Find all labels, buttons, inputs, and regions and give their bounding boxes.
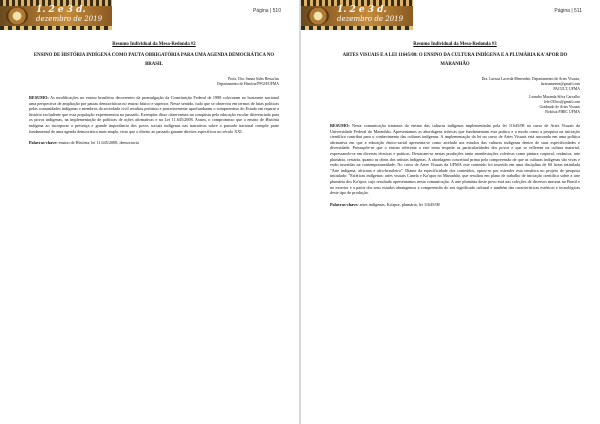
abstract-text: Nesta comunicação tratamos do ensino das culturas indígenas implementadas pela lei 11645/08 no curso de Artes Visuais da Universidade Federal do Maranhão. Apresentamos as abordagens teóricas que fundamentam esta prática e o modo como a pesquisa na iniciação científica contribui para o conhecimento das culturas indígenas. A implementação da lei no curso de Artes Visuais está ancorada em uma política afirmativa em que a educação étnico-racial apresenta-se como atrelada aos estudos das culturas indígenas dentro de suas especificidades e diversidade. Pressupõe-se que o ensino referente a este tema respeite as particularidades dos povos e que se reflerem na cultura material, expressando-se em diversas técnicas e práticas. Destacam-se nestas produções tanto manifestações coletivas como pintura corporal, cerâmica, arte plumária, cestaria, quanto as obras dos artistas indígenas. A abordagem conceitual prima pela compreensão de que as culturas indígenas são vivas e estão inseridas na contemporaneidade. No curso de Artes Visuais da UFMA este conteúdo foi inserido em uma disciplina de 60 horas intitulada "Arte indígena, africana e afro-brasileira". Diante da especificidade dos conteúdos, optou-se por estender esta temática no projeto de pesquisa intitulado: "Estéticas indígenas: artes visuais Canela e Ka'apor no Maranhão, que resultou em plano de trabalho de iniciação científica sobre a arte plumária dos Ka'apor, cujo resultado apresentamos nesta comunicação. A arte plumária deste povo está nas coleções de diversos museus no Brasil e no exterior e a partir dos seus estudos abrangemos a compreensão do seu significado cultural e também das características estéticas e tecnológicas deste tipo de produção.: [330, 123, 581, 196]
author-affiliation: PACULT, UFMA: [553, 87, 580, 91]
author-name: Profa. Dra. Sanna Sales Bessa/ias: [227, 77, 279, 81]
banner-pattern-bottom: [301, 26, 413, 30]
abstract-label: RESUMO:: [330, 123, 350, 128]
coauthor-degree: Graduado de Artes Visuais: [539, 105, 580, 109]
keywords-text: ensino de História, lei 11.645/2008, democracia: [58, 140, 139, 146]
right-page: [301, 0, 600, 424]
banner-dates: [337, 6, 407, 24]
abstract-subtitle: ENSINO DE HISTÓRIA INDÍGENA COMO PAUTA OBRIGATÓRIA PARA UMA AGENDA DEMOCRÁTICA NO BRASIL: [33, 53, 275, 67]
coauthor-affiliation: Bolsista PIBIC UFMA: [545, 110, 580, 114]
banner-artwork: [0, 0, 112, 30]
keywords-paragraph: [29, 140, 279, 146]
keywords-label: Palavras-chave:: [330, 201, 359, 207]
abstract-paragraph: [29, 95, 279, 134]
event-emblem-icon: [6, 7, 28, 25]
author-block: [29, 77, 279, 87]
author-name: Dra. Larissa Lacerda Menendez, Departamento de Artes Visuais,: [481, 77, 580, 81]
banner-days: 1. 2 e 3 d.: [337, 5, 387, 15]
coauthor-email: lele.035rio@gmail.com: [544, 100, 580, 104]
keywords-label: Palavras-chave:: [29, 140, 58, 146]
abstract-text: As modificações no ensino brasileiro decorrentes da promulgação da Constituição Federal de 1988 colocaram no horizonte nacional uma perspectiva de ampliação por pautas democráticas no ensino básico e superior. Nesse sentido, tudo que se observou em termos de lutas políticas pelas comunidades indígenas e membros da sociedade civil resultou próximo e posteriormente aprofundaram o compromisso do Estado em reparar a história excludente que essa população experimentou no passado. Exemplos disso observamos na conquista pela educação escolar diferenciada para os povos indígenas, na implementação de políticas de ações afirmativas e na Lei 11.645/2008. Assim, o compromisso que o ensino de História indígena ao incorporar a presença e grande importância dos povos sociais indígenas nas narrativas sobre o passado nacional compõe parte fundamental de uma agenda democrática mais ampla, visto que o direito ao passado garante direitos específicos no século XXI.: [29, 95, 279, 134]
author-email: larissamenez@gmail.com: [540, 82, 580, 86]
keywords-paragraph: [330, 202, 580, 208]
abstract-title: Resumo Individual da Mesa-Redonda #2: [112, 42, 196, 47]
left-page: [0, 0, 299, 424]
banner-dates: [36, 6, 106, 24]
page-number: Página | 511: [554, 8, 582, 14]
coauthor-name: Leandro Maranda Silva Carvalho: [529, 95, 580, 99]
banner-pattern-bottom: [0, 26, 112, 30]
abstract-paragraph: [330, 123, 580, 196]
keywords-text: artes indígenas, Ka'apor, plumária, lei 11645/08: [359, 201, 440, 207]
abstract-title: Resumo Individual da Mesa-Redonda #3: [413, 42, 497, 47]
event-banner: [0, 0, 299, 30]
banner-days: 1. 2 e 3 d.: [36, 5, 86, 15]
abstract-content: [330, 42, 580, 213]
author-affiliation: Departamento de História/PPGH/UFMA: [216, 82, 279, 86]
abstract-subtitle: ARTES VISUAIS E A LEI 11645/08: O ENSINO DA CULTURA INDÍGENA E A PLUMÁRIA KA'APOR DO MARANHÃO: [342, 53, 568, 67]
banner-artwork: [301, 0, 413, 30]
event-emblem-icon: [307, 7, 329, 25]
page-number: Página | 510: [253, 8, 281, 14]
event-banner: [301, 0, 600, 30]
author-block: [330, 77, 580, 115]
abstract-label: RESUMO:: [29, 95, 49, 100]
banner-month: dezembro de 2019: [337, 15, 404, 23]
banner-month: dezembro de 2019: [36, 15, 103, 23]
abstract-content: [29, 42, 279, 152]
